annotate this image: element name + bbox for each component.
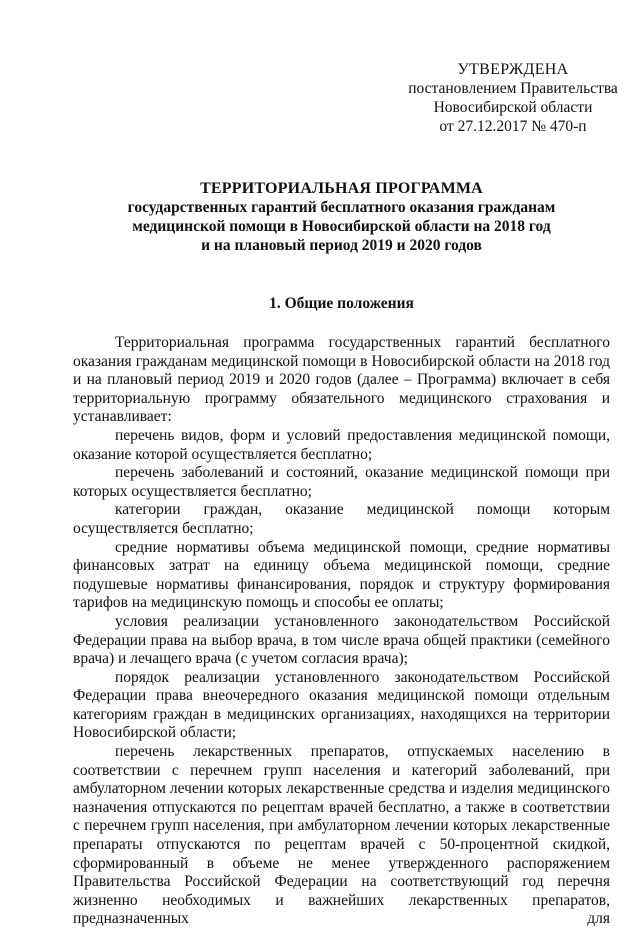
paragraph-list-item: средние нормативы объема медицинской помощи, средние нормативы финансовых затрат на единицу объема медицинской помощи, средние подушевые нормативы финансирования, порядок и структуру формирования тарифов на медицинскую помощь и способы ее оплаты; — [73, 538, 610, 612]
paragraph-list-item: порядок реализации установленного законодательством Российской Федерации права внеочередного оказания медицинской помощи отдельным категориям граждан в медицинских организациях, находящихся на территории Новосибирской области; — [73, 668, 610, 742]
section-body — [73, 334, 610, 929]
paragraph-list-item: условия реализации установленного законодательством Российской Федерации права на выбор врача, в том числе врача общей практики (семейного врача) и лечащего врача (с учетом согласия врача); — [73, 612, 610, 668]
paragraph-list-item: перечень видов, форм и условий предоставления медицинской помощи, оказание которой осуществляется бесплатно; — [73, 426, 610, 463]
paragraph-list-item: перечень лекарственных препаратов, отпускаемых населению в соответствии с перечнем групп населения и категорий заболеваний, при амбулаторном лечении которых лекарственные средства и изделия медицинского назначения отпускаются по рецептам врачей бесплатно, а также в соответствии с перечнем групп населения, при амбулаторном лечении которых лекарственные препараты отпускаются по рецептам врачей с 50-процентной скидкой, сформированный в объеме не менее утвержденного распоряжением Правительства Российской Федерации на соответствующий год перечня жизненно необходимых и важнейших лекарственных препаратов, предназначенных для — [73, 743, 610, 928]
title-line-4: и на плановый период 2019 и 2020 годов — [201, 237, 482, 254]
paragraph-list-item: перечень заболеваний и состояний, оказание медицинской помощи при которых осуществляется бесплатно; — [73, 464, 610, 500]
paragraph-list-item: категории граждан, оказание медицинской помощи которым осуществляется бесплатно; — [73, 501, 610, 537]
title-line-1: ТЕРРИТОРИАЛЬНАЯ ПРОГРАММА — [200, 180, 483, 197]
approval-stamp — [393, 60, 633, 136]
document-title — [73, 179, 610, 255]
approval-line-approved: УТВЕРЖДЕНА — [457, 61, 569, 78]
approval-line-region: Новосибирской области — [433, 99, 593, 116]
title-line-3: медицинской помощи в Новосибирской области на 2018 год — [132, 218, 551, 235]
section-heading: 1. Общие положения — [269, 295, 414, 312]
title-line-2: государственных гарантий бесплатного оказания гражданам — [127, 199, 556, 216]
paragraph-intro: Территориальная программа государственных гарантий бесплатного оказания гражданам медицинской помощи в Новосибирской области на 2018 год и на плановый период 2019 и 2020 годов (далее – Программа) включает в себя территориальную программу обязательного медицинского страхования и устанавливает: — [73, 334, 610, 426]
approval-line-date-number: от 27.12.2017 № 470-п — [439, 118, 587, 135]
approval-line-resolution: постановлением Правительства — [408, 80, 618, 97]
